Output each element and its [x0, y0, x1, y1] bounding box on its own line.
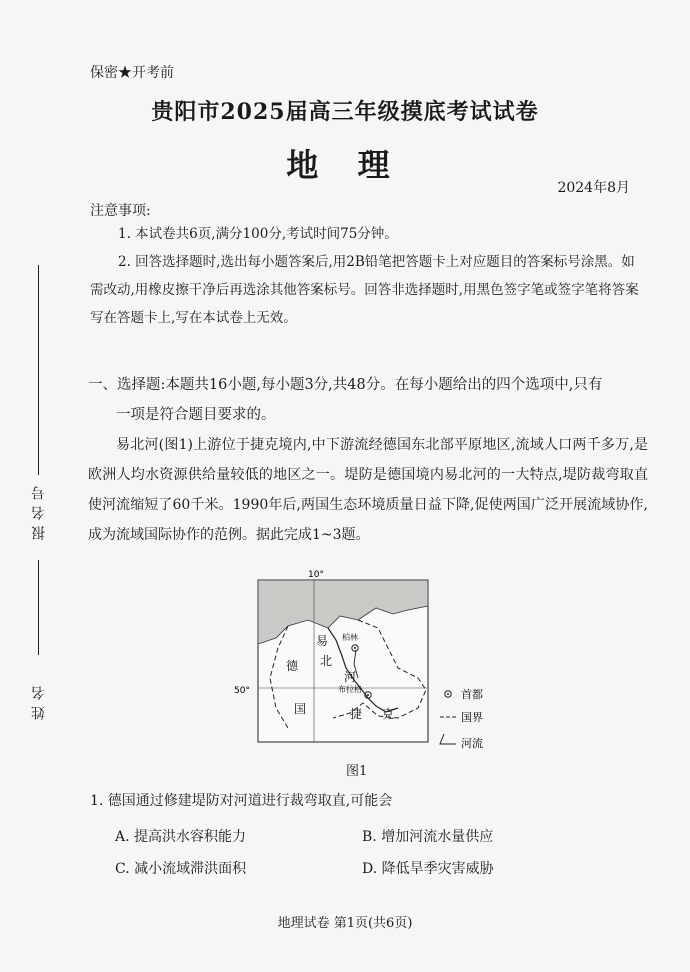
map-label-prague: 布拉格	[338, 685, 362, 694]
confidential-mark: 保密★开考前	[90, 65, 174, 81]
exam-number-line-lower	[38, 560, 39, 655]
map-label-ke: 克	[382, 707, 395, 721]
page-footer: 地理试卷 第1页(共6页)	[277, 916, 413, 931]
map-label-berlin: 柏林	[342, 633, 358, 642]
question-1-option-a: A. 提高洪水容积能力	[115, 829, 247, 845]
subject-title: 地 理	[286, 146, 404, 184]
legend-river-icon	[440, 734, 456, 744]
legend-capital-label: 首都	[461, 688, 483, 701]
section-heading	[88, 370, 648, 430]
map-label-bei: 北	[320, 654, 333, 668]
legend-border-label: 国界	[461, 711, 483, 724]
passage-text: 易北河(图1)上游位于捷克境内,中下游流经德国东北部平原地区,流域人口两千多万,是欧洲人均水资源供给量较低的地区之一。堤防是德国境内易北河的一大特点,堤防裁弯取直使河流缩短了60千米。1990年后,两国生态环境质量日益下降,促使两国广泛开展流域协作,成为流域国际协作的范例。据此完成1~3题。	[88, 437, 648, 543]
legend-river-label: 河流	[461, 737, 483, 750]
section-heading-line2: 一项是符合题目要求的。	[116, 407, 276, 423]
section-heading-line1: 一、选择题:本题共16小题,每小题3分,共48分。在每小题给出的四个选项中,只有	[88, 377, 603, 393]
elbe-map	[234, 568, 518, 758]
map-label-jie: 捷	[350, 707, 363, 721]
map-label-he: 河	[344, 670, 357, 684]
question-1-stem: 1. 德国通过修建堤防对河道进行裁弯取直,可能会	[90, 793, 393, 809]
question-1-option-b: B. 增加河流水量供应	[362, 829, 494, 845]
figure-caption: 图1	[346, 764, 368, 779]
lon-label: 10°	[308, 570, 324, 580]
note-item-1: 1. 本试卷共6页,满分100分,考试时间75分钟。	[118, 226, 398, 242]
map-label-de: 德	[286, 659, 299, 673]
note-item-2: 2. 回答选择题时,选出每小题答案后,用2B铅笔把答题卡上对应题目的答案标号涂黑。如需改动,用橡皮擦干净后再选涂其他答案标号。回答非选择题时,用黑色签字笔或签字笔将答案写在答题卡上,写在本试卷上无效。	[90, 254, 639, 326]
exam-number-label: 报名号	[31, 480, 47, 540]
exam-number-line	[38, 265, 39, 475]
map-label-guo: 国	[294, 702, 307, 716]
question-1-option-d: D. 降低旱季灾害威胁	[362, 861, 494, 877]
exam-date: 2024年8月	[557, 180, 630, 196]
name-label: 姓名	[31, 680, 47, 720]
notes-heading: 注意事项:	[90, 203, 151, 219]
exam-title: 贵阳市2025届高三年级摸底考试试卷	[151, 99, 539, 125]
question-1-option-c: C. 减小流域滞洪面积	[115, 861, 247, 877]
map-label-yi: 易	[316, 634, 329, 648]
lat-label: 50°	[234, 686, 250, 696]
